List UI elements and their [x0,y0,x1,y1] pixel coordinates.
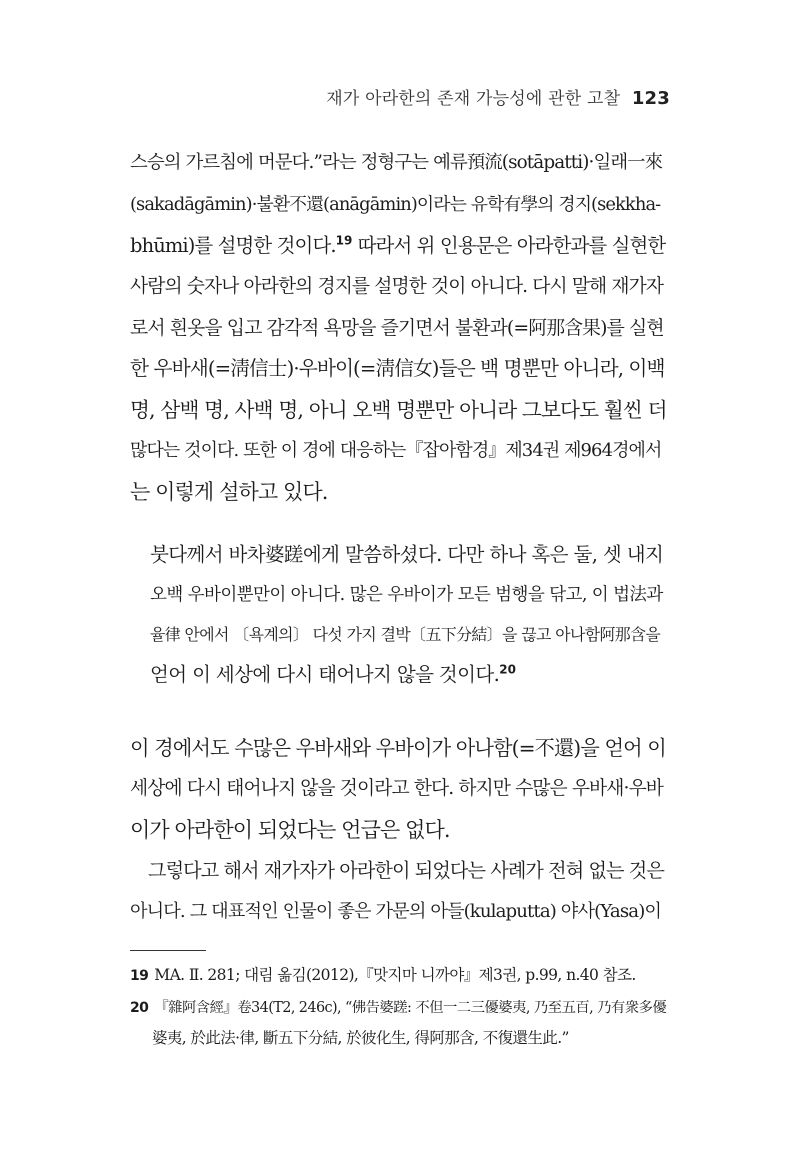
footnote-ref[interactable]: 19 [335,233,353,248]
body-line: 아니다. 그 대표적인 인물이 좋은 가문의 아들(kulaputta) 야사(Yasa)이 [130,901,662,922]
body-line: 스승의 가르침에 머문다.”라는 정형구는 예류預流(sotāpatti)·일래一來 [130,152,663,173]
quote-line: 율律 안에서 〔욕계의〕 다섯 가지 결박〔五下分結〕을 끊고 아나함阿那含을 [150,625,661,644]
body-line: 많다는 것이다. 또한 이 경에 대응하는『잡아함경』제34권 제964경에서 [130,440,662,461]
footnote-divider [130,950,206,951]
body-line: 는 이렇게 설하고 있다. [130,480,328,504]
footnote-20 [130,996,670,1020]
body-text: 따라서 위 인용문은 아라한과를 실현한 [352,234,666,257]
body-line: 사람의 숫자나 아라한의 경지를 설명한 것이 아니다. 다시 말해 재가자 [130,276,664,297]
body-line: 이가 아라한이 되었다는 언급은 없다. [130,818,450,842]
footnote-20-continued: 婆夷, 於此法·律, 斷五下分結, 於彼化生, 得阿那含, 不復還生此.” [152,1029,569,1047]
quote-line: 오백 우바이뿐만이 아니다. 많은 우바이가 모든 범행을 닦고, 이 법法과 [150,585,663,605]
running-title: 재가 아라한의 존재 가능성에 관한 고찰 [326,89,621,109]
body-line: 로서 흰옷을 입고 감각적 욕망을 즐기면서 불환과(=阿那含果)를 실현 [130,317,664,339]
body-line [130,231,670,261]
quote-text: 얻어 이 세상에 다시 태어나지 않을 것이다. [150,663,500,686]
body-line: 한 우바새(=淸信士)·우바이(=淸信女)들은 백 명뿐만 아니라, 이백 [130,357,665,380]
body-line: 그렇다고 해서 재가자가 아라한이 되었다는 사례가 전혀 없는 것은 [148,859,664,882]
page-number: 123 [631,88,670,109]
quote-line: 붓다께서 바차婆蹉에게 말씀하셨다. 다만 하나 혹은 둘, 셋 내지 [150,543,664,566]
body-line: 이 경에서도 수많은 우바새와 우바이가 아나함(=不還)을 얻어 이 [130,736,666,760]
footnote-text: MA. Ⅱ. 281; 대림 옮김(2012),『맛지마 니까야』제3권, p.99, n.40 참조. [154,966,636,984]
footnote-ref[interactable]: 20 [499,662,516,677]
running-header [326,84,670,109]
footnote-number: 19 [130,968,149,984]
footnote-text: 『雜阿含經』卷34(T2, 246c), “佛告婆蹉: 不但一二三優婆夷, 乃至五百, 乃有衆多優 [154,1000,667,1016]
body-line: (sakadāgāmin)·불환不還(anāgāmin)이라는 유학有學의 경지(sekkha- [130,194,661,215]
body-text: bhūmi)를 설명한 것이다. [130,234,336,257]
footnote-19 [130,963,670,988]
body-line: 명, 삼백 명, 사백 명, 아니 오백 명뿐만 아니라 그보다도 훨씬 더 [130,398,667,422]
quote-line [150,660,668,690]
body-line: 세상에 다시 태어나지 않을 것이라고 한다. 하지만 수많은 우바새·우바 [130,778,664,799]
footnote-number: 20 [130,1000,149,1016]
